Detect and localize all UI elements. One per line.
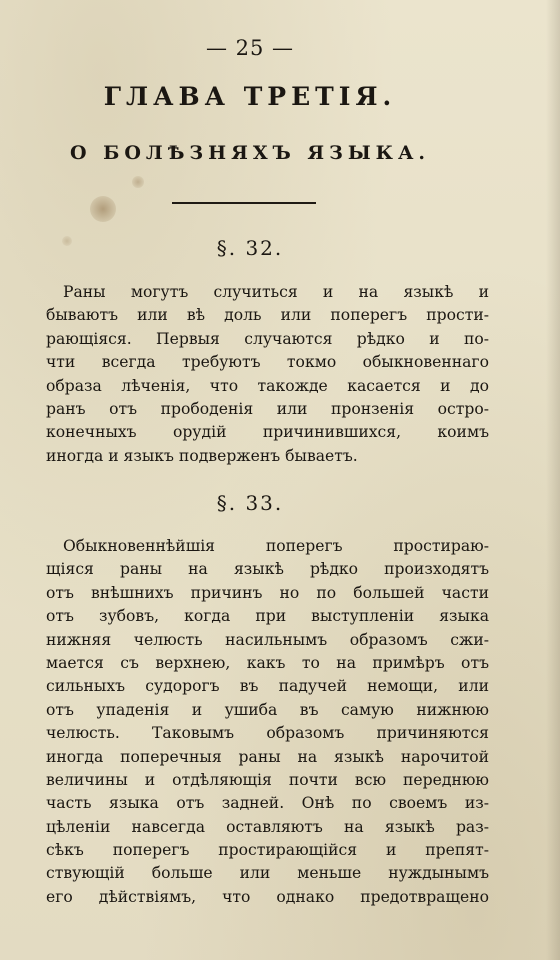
paper-stain [132,176,144,188]
text-line: отъ внѣшнихъ причинъ но по большей части [46,583,489,602]
text-line: бываютъ или вѣ доль или поперегъ прости- [46,306,489,325]
paragraph-32 [46,281,489,468]
text-line: щіяся раны на языкѣ рѣдко произходятъ [46,560,489,579]
text-line: нижняя челюсть насильнымъ образомъ сжи- [46,630,489,649]
text-line: отъ упаденія и ушиба въ самую нижнюю [46,700,489,719]
title-rule [172,202,316,204]
text-line: чти всегда требуютъ токмо обыкновеннаго [46,353,489,372]
text-line: сильныхъ судорогъ въ падучей немощи, или [46,677,489,696]
text-line: ствующій больше или меньше нуждынымъ [46,864,489,883]
text-line: Раны могутъ случиться и на языкѣ и [63,283,489,301]
text-line: отъ зубовъ, когда при выступленіи языка [46,607,489,626]
text-line: образа лѣченія, что такожде касается и до [46,376,489,395]
text-line: иногда поперечныя раны на языкѣ нарочитой [46,747,489,766]
text-line: часть языка отъ задней. Онѣ по своемъ из- [46,794,489,813]
section-mark-33: §. 33. [216,491,284,515]
text-line: Обыкновеннѣйшія поперегъ простираю- [63,537,489,555]
page-edge-shadow [546,0,560,960]
chapter-title: ГЛАВА ТРЕТІЯ. [103,82,397,111]
text-line: его дѣйствіямъ, что однако предотвращено [46,887,489,906]
chapter-subtitle: О БОЛѢЗНЯХЪ ЯЗЫКА. [69,142,431,164]
text-line: ранъ отъ прободенія или пронзенія остро- [46,399,489,418]
section-mark-32: §. 32. [216,236,284,260]
text-line: иногда и языкъ подверженъ бываетъ. [46,446,358,465]
text-line: цѣленіи навсегда оставляютъ на языкѣ раз- [46,817,489,836]
text-line: мается съ верхнею, какъ то на примѣръ отъ [46,653,489,672]
text-line: величины и отдѣляющія почти всю переднюю [46,770,489,789]
paragraph-33 [46,535,489,909]
text-line: сѣкъ поперегъ простирающійся и препят- [46,841,489,860]
text-line: челюсть. Таковымъ образомъ причиняются [46,724,489,743]
page-number: — 25 — [205,36,295,60]
text-line: рающіяся. Первыя случаются рѣдко и по- [46,329,489,348]
paper-stain [90,196,116,222]
text-line: конечныхъ орудій причинившихся, коимъ [46,423,489,442]
